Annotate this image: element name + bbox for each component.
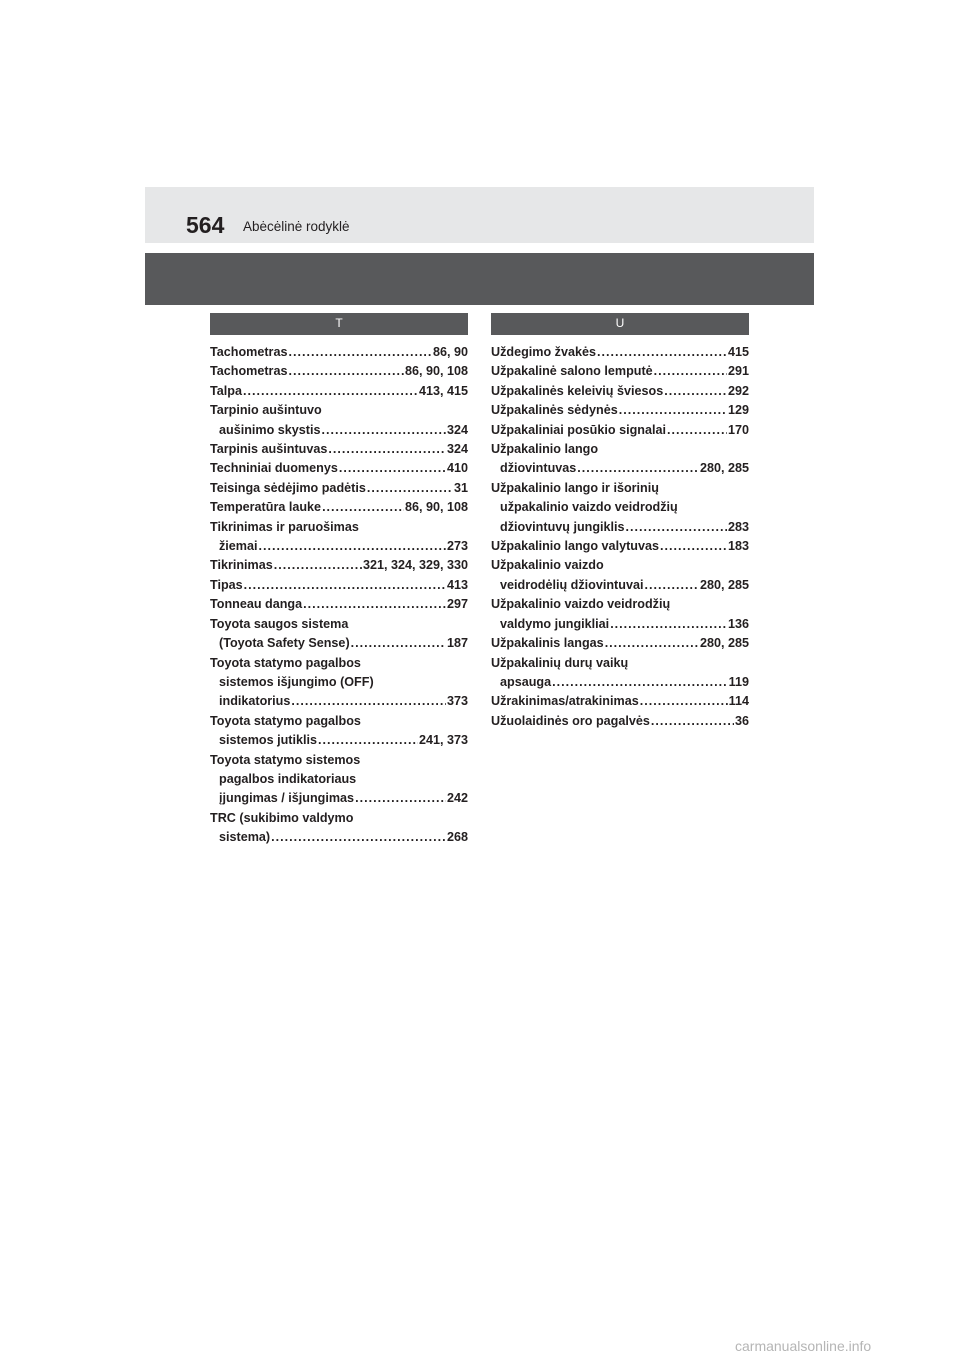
index-entry-line [210,595,468,614]
index-entry-line [210,712,468,731]
dot-leader [339,459,446,478]
index-entry [210,712,468,751]
index-entry-line [491,498,749,517]
entry-term: Užpakalinio vaizdo [491,558,604,573]
index-entry-line [491,576,749,595]
dot-leader [651,712,734,731]
index-entry-line [491,401,749,420]
index-entry-line [210,537,468,556]
index-entry [491,692,749,711]
dot-leader [288,343,432,362]
index-entry-line [210,634,468,653]
index-entry [210,440,468,459]
index-entry [491,440,749,479]
watermark: carmanualsonline.info [735,1338,872,1354]
entry-term: indikatorius [219,694,291,709]
entry-term: džiovintuvų jungiklis [500,519,625,534]
page-reference[interactable]: 268 [446,830,468,845]
index-entry-line [491,343,749,362]
page-reference[interactable]: 292 [727,383,749,398]
index-entry-line [491,537,749,556]
dot-leader [243,382,418,401]
dot-leader [274,556,362,575]
entry-term: sistemos išjungimo (OFF) [219,674,374,689]
index-entry [210,751,468,809]
page-reference[interactable]: 129 [727,403,749,418]
dot-leader [654,362,727,381]
index-entry-line [491,673,749,692]
dot-leader [664,382,727,401]
dot-leader [259,537,446,556]
dot-leader [552,673,728,692]
entry-term: Uždegimo žvakės [491,345,596,359]
index-entry-line [210,751,468,770]
entry-term: pagalbos indikatoriaus [219,771,357,786]
entry-term: TRC (sukibimo valdymo [210,810,354,825]
dot-leader [626,518,727,537]
index-entry [210,576,468,595]
page-reference[interactable]: 291 [727,364,749,379]
index-entry [491,712,749,731]
dot-leader [328,440,446,459]
page-reference[interactable]: 86, 90, 108 [404,500,468,515]
index-entry [491,634,749,653]
entry-term: Užpakalinio lango valytuvas [491,539,659,554]
index-entry-line [210,615,468,634]
entry-term: apsauga [500,674,552,689]
entry-term: Užpakalinė salono lemputė [491,364,653,379]
entry-term: Užpakalinio lango [491,442,599,457]
index-entry-line [210,673,468,692]
entry-term: įjungimas / išjungimas [219,791,355,806]
index-entry [491,421,749,440]
index-entry [491,595,749,634]
dot-leader [577,459,699,478]
entry-term: žiemai [219,539,258,554]
entry-term: veidrodėlių džiovintuvai [500,577,644,592]
entry-term: Temperatūra lauke [210,500,322,515]
page-reference[interactable]: 119 [728,674,749,689]
page-reference[interactable]: 86, 90, 108 [404,364,468,379]
index-entry-line [210,809,468,828]
dot-leader [271,828,446,847]
index-entry [491,654,749,693]
index-entry [491,362,749,381]
entry-term: Toyota statymo sistemos [210,752,361,767]
index-entry-line [210,692,468,711]
index-entry-line [210,518,468,537]
dot-leader [288,362,404,381]
page-reference[interactable]: 297 [446,597,468,612]
entry-term: Tonneau danga [210,597,303,612]
page-reference[interactable]: 415 [727,345,749,359]
dot-leader [644,576,699,595]
entry-term: valdymo jungikliai [500,616,610,631]
dot-leader [667,421,727,440]
page-reference[interactable]: 280, 285 [699,461,749,476]
index-entry-line [210,770,468,789]
dot-leader [597,343,727,362]
dot-leader [318,731,418,750]
index-entry [210,459,468,478]
index-entry-line [210,789,468,808]
index-entry [491,401,749,420]
dot-leader [291,692,446,711]
index-entry [491,556,749,595]
page-reference[interactable]: 242 [446,791,468,806]
dot-leader [640,692,728,711]
page-reference[interactable]: 413, 415 [418,383,468,398]
page-number: 564 [186,212,225,238]
index-entry [210,809,468,848]
index-entry [210,498,468,517]
index-entry [210,401,468,440]
page-reference[interactable]: 273 [446,539,468,554]
entry-term: aušinimo skystis [219,422,321,437]
entry-term: Užuolaidinės oro pagalvės [491,713,650,728]
entry-term: Užpakalinės sėdynės [491,403,618,418]
page-reference[interactable]: 410 [446,461,468,476]
index-entry-line [491,615,749,634]
index-entry-line [491,712,749,731]
index-entry [491,479,749,537]
entry-term: Užpakalinių durų vaikų [491,655,629,670]
index-entry-line [210,479,468,498]
entry-term: sistema) [219,830,271,845]
page-reference[interactable]: 321, 324, 329, 330 [362,558,468,573]
index-column-t [210,313,468,848]
dot-leader [355,789,446,808]
page-reference[interactable]: 324 [446,442,468,457]
dot-leader [244,576,446,595]
index-entry-line [491,440,749,459]
index-entry-line [210,459,468,478]
dot-leader [610,615,727,634]
entry-term: užpakalinio vaizdo veidrodžių [500,500,678,515]
index-entry-line [210,401,468,420]
entry-term: Užpakaliniai posūkio signalai [491,422,666,437]
header-band [145,187,814,243]
section-title: Abėcėlinė rodyklė [243,219,350,234]
entry-term: (Toyota Safety Sense) [219,636,350,651]
dot-leader [322,421,446,440]
index-entry-line [491,634,749,653]
dot-leader [619,401,727,420]
index-entry-line [210,421,468,440]
index-entry-line [491,421,749,440]
letter-heading-t: T [210,313,468,335]
entry-term: džiovintuvas [500,461,577,476]
index-entry-line [491,382,749,401]
dot-leader [605,634,699,653]
index-entries-t [210,343,468,848]
index-entry-line [210,362,468,381]
entry-term: Tachometras [210,364,288,379]
entry-term: Teisinga sėdėjimo padėtis [210,480,366,495]
page-reference[interactable]: 280, 285 [699,636,749,651]
index-entry [210,595,468,614]
entry-term: Tipas [210,577,243,592]
dot-leader [322,498,404,517]
page-reference[interactable]: 114 [728,694,749,709]
page-reference[interactable]: 31 [453,480,468,495]
index-entry-line [210,440,468,459]
index-entries-u [491,343,749,731]
entry-term: Tikrinimas [210,558,273,573]
index-entry [210,382,468,401]
index-entry [210,518,468,557]
index-entry [210,654,468,712]
entry-term: Užpakalinio vaizdo veidrodžių [491,597,671,612]
entry-term: Techniniai duomenys [210,461,338,476]
entry-term: Toyota saugos sistema [210,616,349,631]
page-reference[interactable]: 86, 90 [432,345,468,359]
dot-leader [660,537,727,556]
page-reference[interactable]: 183 [727,539,749,554]
letter-heading-u: U [491,313,749,335]
page-reference[interactable]: 280, 285 [699,577,749,592]
entry-term: Užpakalinio lango ir išorinių [491,480,659,495]
index-entry [210,556,468,575]
index-entry-line [491,518,749,537]
entry-term: Užrakinimas/atrakinimas [491,694,639,709]
entry-term: Tarpinio aušintuvo [210,403,322,418]
index-entry [491,537,749,556]
entry-term: sistemos jutiklis [219,733,317,748]
index-entry [210,343,468,362]
index-entry-line [210,731,468,750]
page-reference[interactable]: 170 [727,422,749,437]
index-column-u [491,313,749,731]
index-entry [491,343,749,362]
entry-term: Toyota statymo pagalbos [210,713,361,728]
index-entry-line [491,362,749,381]
page-reference[interactable]: 413 [446,577,468,592]
entry-term: Užpakalinės keleivių šviesos [491,383,664,398]
page-reference[interactable]: 373 [446,694,468,709]
index-entry-line [210,576,468,595]
page-reference[interactable]: 136 [727,616,749,631]
index-entry-line [491,459,749,478]
index-entry-line [210,556,468,575]
index-entry-line [491,479,749,498]
index-entry-line [491,595,749,614]
index-entry-line [491,692,749,711]
index-entry [491,382,749,401]
index-entry [210,615,468,654]
index-entry-line [210,382,468,401]
dot-leader [367,479,453,498]
entry-term: Talpa [210,383,242,398]
entry-term: Užpakalinis langas [491,636,604,651]
page-reference[interactable]: 324 [446,422,468,437]
index-entry-line [491,556,749,575]
index-entry-line [491,654,749,673]
index-entry-line [210,828,468,847]
dot-leader [303,595,446,614]
dark-header-band [145,253,814,305]
entry-term: Toyota statymo pagalbos [210,655,361,670]
index-entry-line [210,654,468,673]
entry-term: Tachometras [210,345,288,359]
index-entry-line [210,343,468,362]
page-reference[interactable]: 283 [727,519,749,534]
index-entry-line [210,498,468,517]
index-entry [210,479,468,498]
index-entry [210,362,468,381]
entry-term: Tikrinimas ir paruošimas [210,519,359,534]
page-reference[interactable]: 241, 373 [418,733,468,748]
page-reference[interactable]: 187 [446,636,468,651]
entry-term: Tarpinis aušintuvas [210,442,328,457]
dot-leader [351,634,446,653]
page-reference[interactable]: 36 [734,713,749,728]
